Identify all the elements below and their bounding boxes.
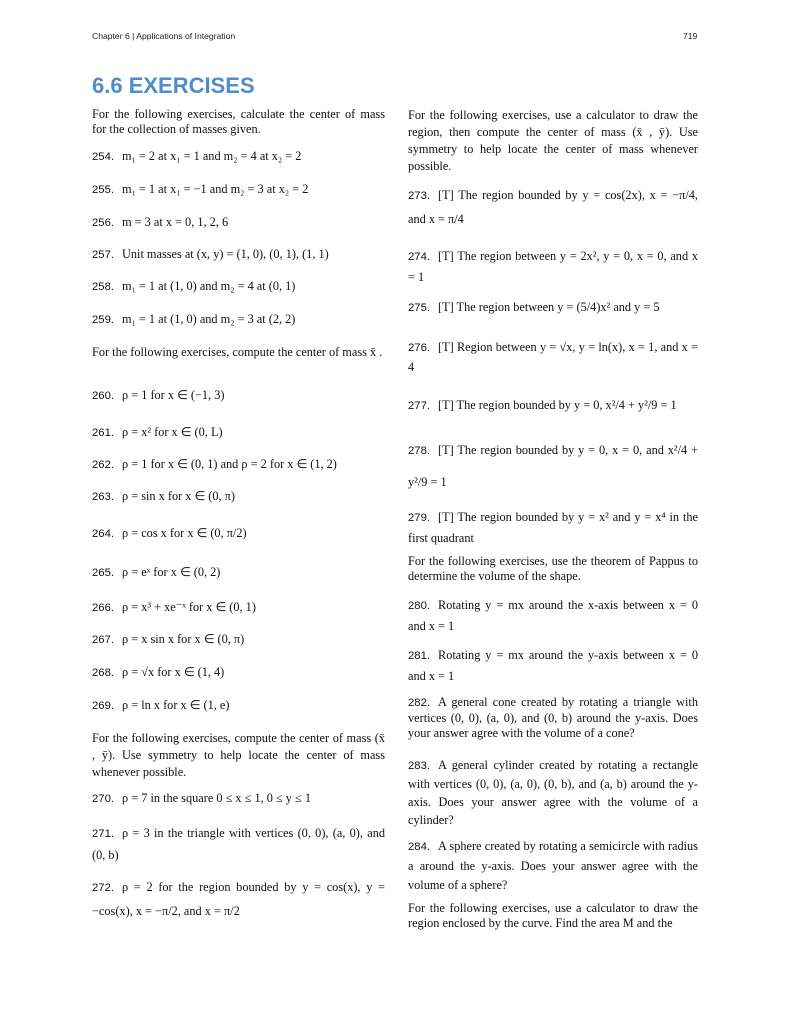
exercise-text: Rotating y = mx around the y-axis between x = 0 and x = 1 — [408, 648, 698, 683]
instructions: For the following exercises, use the theorem of Pappus to determine the volume of the shape. — [408, 554, 698, 583]
exercise-text: ρ = 1 for x ∈ (−1, 3) — [122, 388, 225, 402]
exercise-item — [92, 632, 385, 648]
exercise-number: 277. — [408, 400, 430, 412]
exercise-text: [T] The region bounded by y = 0, x²/4 + y²/9 = 1 — [438, 398, 677, 412]
exercise-text: A general cone created by rotating a triangle with vertices (0, 0), (a, 0), and (0, b) around the y-axis. Does your answer agree with the volume of a cone? — [408, 695, 698, 740]
exercise-number: 264. — [92, 528, 114, 540]
chapter-header: Chapter 6 | Applications of Integration — [92, 31, 236, 41]
exercise-text: Unit masses at (x, y) = (1, 0), (0, 1), (1, 1) — [122, 247, 329, 261]
exercise-text: m = 3 at x = 0, 1, 2, 6 — [122, 215, 229, 229]
exercise-text: [T] Region between y = √x, y = ln(x), x = 1, and x = 4 — [408, 340, 698, 374]
exercise-item — [92, 247, 385, 263]
instructions: For the following exercises, calculate the center of mass for the collection of masses given. — [92, 107, 385, 136]
exercise-text: m₁ = 1 at (1, 0) and m₂ = 3 at (2, 2) — [122, 312, 296, 326]
exercise-item — [408, 837, 698, 895]
exercise-item — [408, 338, 698, 377]
exercise-number: 270. — [92, 793, 114, 805]
exercise-item — [408, 184, 698, 231]
exercise-item — [92, 600, 385, 616]
exercise-number: 283. — [408, 760, 430, 772]
exercise-item — [408, 595, 698, 636]
exercise-item — [408, 756, 698, 829]
exercise-number: 278. — [408, 445, 430, 457]
exercise-number: 268. — [92, 667, 114, 679]
exercise-number: 260. — [92, 390, 114, 402]
exercise-number: 282. — [408, 697, 430, 709]
exercise-text: ρ = 3 in the triangle with vertices (0, 0), (a, 0), and (0, b) — [92, 826, 385, 862]
exercise-text: [T] The region bounded by y = 0, x = 0, and x²/4 + y²/9 = 1 — [408, 443, 698, 489]
exercise-text: [T] The region between y = 2x², y = 0, x = 0, and x = 1 — [408, 249, 698, 284]
exercise-item — [92, 312, 385, 328]
exercise-item — [408, 398, 698, 414]
exercise-number: 279. — [408, 512, 430, 524]
exercise-text: ρ = x³ + xe⁻ˣ for x ∈ (0, 1) — [122, 600, 256, 614]
exercise-item — [408, 246, 698, 287]
instructions: For the following exercises, compute the center of mass (x̄ , ȳ). Use symmetry to help locate the center of mass whenever possible. — [92, 731, 385, 779]
exercise-text: ρ = x sin x for x ∈ (0, π) — [122, 632, 245, 646]
exercise-number: 257. — [92, 249, 114, 261]
exercise-number: 261. — [92, 427, 114, 439]
exercise-number: 259. — [92, 314, 114, 326]
exercise-number: 271. — [92, 828, 114, 840]
exercise-number: 265. — [92, 567, 114, 579]
exercise-number: 255. — [92, 184, 114, 196]
exercise-number: 266. — [92, 602, 114, 614]
exercise-text: ρ = eˣ for x ∈ (0, 2) — [122, 565, 221, 579]
exercise-item — [408, 507, 698, 548]
exercise-text: ρ = x² for x ∈ (0, L) — [122, 425, 223, 439]
exercise-number: 280. — [408, 600, 430, 612]
exercise-text: ρ = 1 for x ∈ (0, 1) and ρ = 2 for x ∈ (1, 2) — [122, 457, 337, 471]
exercise-number: 269. — [92, 700, 114, 712]
exercise-text: ρ = 2 for the region bounded by y = cos(x), y = −cos(x), x = −π/2, and x = π/2 — [92, 880, 385, 918]
instructions: For the following exercises, use a calculator to draw the region, then compute the center of mass (x̄ , ȳ). Use symmetry to help locate the center of mass whenever possible. — [408, 108, 698, 173]
exercise-text: ρ = cos x for x ∈ (0, π/2) — [122, 526, 247, 540]
exercise-item — [92, 388, 385, 404]
exercise-text: ρ = √x for x ∈ (1, 4) — [122, 665, 225, 679]
exercise-number: 263. — [92, 491, 114, 503]
exercise-number: 273. — [408, 190, 430, 202]
exercise-item — [408, 695, 698, 741]
exercise-text: A general cylinder created by rotating a rectangle with vertices (0, 0), (a, 0), (0, b), and (a, b) around the y-axis. Does your answer agree with the volume of a cylinder? — [408, 758, 698, 827]
section-title: 6.6 EXERCISES — [92, 73, 255, 98]
exercise-item — [92, 215, 385, 231]
exercise-item — [92, 182, 385, 198]
exercise-number: 284. — [408, 841, 430, 853]
exercise-text: Rotating y = mx around the x-axis between x = 0 and x = 1 — [408, 598, 698, 633]
exercise-number: 267. — [92, 634, 114, 646]
exercise-item — [92, 279, 385, 295]
exercise-text: ρ = ln x for x ∈ (1, e) — [122, 698, 230, 712]
exercise-number: 262. — [92, 459, 114, 471]
exercise-text: m₁ = 2 at x₁ = 1 and m₂ = 4 at x₂ = 2 — [122, 149, 302, 163]
exercise-item — [92, 526, 385, 542]
exercise-text: [T] The region between y = (5/4)x² and y = 5 — [438, 300, 660, 314]
instructions: For the following exercises, compute the center of mass x̄ . — [92, 345, 383, 359]
page-number: 719 — [683, 31, 698, 41]
exercise-number: 281. — [408, 650, 430, 662]
exercise-text: ρ = 7 in the square 0 ≤ x ≤ 1, 0 ≤ y ≤ 1 — [122, 791, 311, 805]
exercise-item — [408, 645, 698, 686]
exercise-number: 275. — [408, 302, 430, 314]
exercise-text: m₁ = 1 at (1, 0) and m₂ = 4 at (0, 1) — [122, 279, 296, 293]
exercise-item — [92, 665, 385, 681]
instructions: For the following exercises, use a calculator to draw the region enclosed by the curve. Find the area M and the — [408, 901, 698, 930]
exercise-item — [408, 435, 698, 498]
exercise-number: 254. — [92, 151, 114, 163]
exercise-item — [408, 300, 698, 316]
exercise-number: 274. — [408, 251, 430, 263]
exercise-item — [92, 489, 385, 505]
exercise-number: 256. — [92, 217, 114, 229]
exercise-item — [92, 823, 385, 866]
exercise-item — [92, 876, 385, 923]
exercise-number: 258. — [92, 281, 114, 293]
exercise-item — [92, 425, 385, 441]
exercise-number: 272. — [92, 882, 114, 894]
exercise-item — [92, 791, 385, 807]
exercise-text: A sphere created by rotating a semicircle with radius a around the y-axis. Does your answer agree with the volume of a sphere? — [408, 839, 698, 892]
exercise-text: [T] The region bounded by y = x² and y = x⁴ in the first quadrant — [408, 510, 698, 545]
exercise-text: [T] The region bounded by y = cos(2x), x = −π/4, and x = π/4 — [408, 188, 698, 226]
exercise-item — [92, 565, 385, 581]
exercise-number: 276. — [408, 342, 430, 354]
exercise-item — [92, 457, 385, 473]
exercise-item — [92, 149, 385, 165]
exercise-text: ρ = sin x for x ∈ (0, π) — [122, 489, 235, 503]
exercise-text: m₁ = 1 at x₁ = −1 and m₂ = 3 at x₂ = 2 — [122, 182, 309, 196]
exercise-item — [92, 698, 385, 714]
